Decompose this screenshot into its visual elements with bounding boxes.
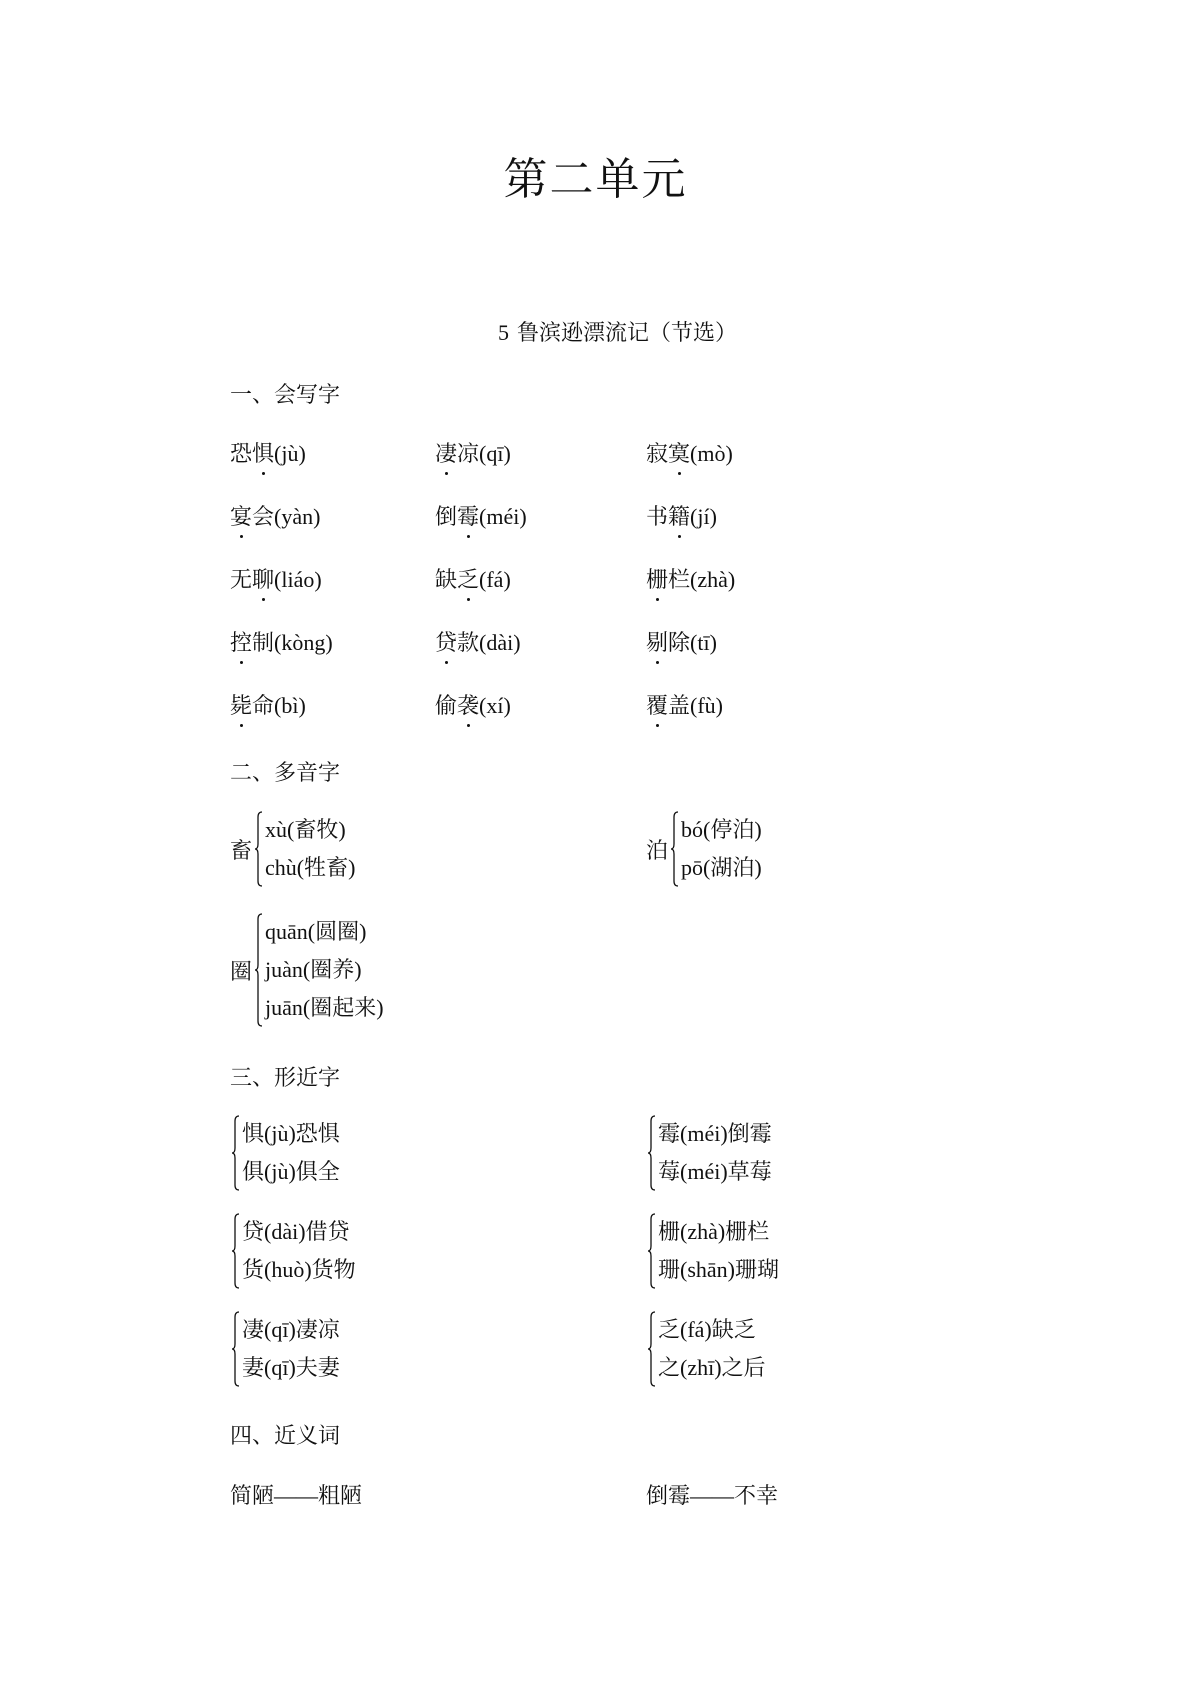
polyphonic-group <box>646 811 762 887</box>
write-word <box>230 691 306 721</box>
word-char: 命 <box>252 693 275 718</box>
similar-char: 惧(jù)恐惧 <box>242 1121 340 1146</box>
pinyin: (bì) <box>274 693 306 718</box>
similar-char: 珊(shān)珊瑚 <box>658 1257 779 1282</box>
write-word <box>646 439 733 469</box>
brace-icon <box>648 1213 656 1289</box>
dotted-char: 聊 <box>252 565 274 595</box>
word-char: 书 <box>646 504 669 529</box>
pinyin: (dài) <box>479 630 521 655</box>
pinyin: (méi) <box>479 504 527 529</box>
word-char: 偷 <box>435 693 458 718</box>
write-word <box>646 628 717 658</box>
reading: quān(圆圈) <box>265 919 367 944</box>
word-char: 倒 <box>435 504 458 529</box>
similar-pair <box>232 1115 340 1191</box>
write-word <box>435 502 527 532</box>
word-char: 寂 <box>646 441 669 466</box>
dotted-char: 袭 <box>457 691 479 721</box>
similar-char: 妻(qī)夫妻 <box>242 1355 340 1380</box>
reading: xù(畜牧) <box>265 817 346 842</box>
section-heading-synonyms: 四、近义词 <box>230 1424 341 1449</box>
dotted-char: 寞 <box>668 439 690 469</box>
word-char: 凉 <box>457 441 480 466</box>
word-char: 盖 <box>668 693 691 718</box>
similar-char: 凄(qī)凄凉 <box>242 1317 340 1342</box>
write-word <box>646 502 717 532</box>
dotted-char: 栅 <box>646 565 668 595</box>
unit-title: 第二单元 <box>503 154 688 205</box>
pinyin: (yàn) <box>274 504 321 529</box>
brace-icon <box>232 1213 240 1289</box>
brace-icon <box>232 1311 240 1387</box>
polyphonic-char: 泊 <box>646 837 669 863</box>
similar-pair <box>232 1213 356 1289</box>
reading: bó(停泊) <box>681 817 762 842</box>
polyphonic-char: 圈 <box>230 958 253 984</box>
write-word <box>435 565 511 595</box>
section-heading-polyphonic: 二、多音字 <box>230 761 341 786</box>
polyphonic-group <box>230 811 355 887</box>
write-word <box>230 439 306 469</box>
write-word <box>230 502 320 532</box>
pinyin: (fù) <box>690 693 724 718</box>
word-char: 制 <box>252 630 275 655</box>
pinyin: (tī) <box>690 630 717 655</box>
polyphonic-group <box>230 913 384 1027</box>
dotted-char: 控 <box>230 628 252 658</box>
section-heading-similar: 三、形近字 <box>230 1066 341 1091</box>
word-char: 栏 <box>668 567 691 592</box>
dotted-char: 霉 <box>457 502 479 532</box>
pinyin: (mò) <box>690 441 733 466</box>
similar-char: 俱(jù)俱全 <box>242 1159 340 1184</box>
pinyin: (kòng) <box>274 630 333 655</box>
dotted-char: 覆 <box>646 691 668 721</box>
similar-pair <box>232 1311 340 1387</box>
similar-char: 栅(zhà)栅栏 <box>658 1219 770 1244</box>
dotted-char: 籍 <box>668 502 690 532</box>
word-char: 款 <box>457 630 480 655</box>
dotted-char: 凄 <box>435 439 457 469</box>
reading: juàn(圈养) <box>265 957 362 982</box>
pinyin: (zhà) <box>690 567 736 592</box>
dotted-char: 惧 <box>252 439 274 469</box>
similar-char: 贷(dài)借贷 <box>242 1219 350 1244</box>
word-char: 恐 <box>230 441 253 466</box>
similar-char: 货(huò)货物 <box>242 1257 356 1282</box>
synonym-pair: 简陋——粗陋 <box>230 1483 363 1508</box>
write-word <box>435 628 521 658</box>
polyphonic-char: 畜 <box>230 837 253 863</box>
dotted-char: 贷 <box>435 628 457 658</box>
dotted-char: 乏 <box>457 565 479 595</box>
brace-icon <box>671 811 679 887</box>
write-word <box>230 565 322 595</box>
pinyin: (xí) <box>479 693 511 718</box>
similar-char: 乏(fá)缺乏 <box>658 1317 756 1342</box>
reading: chù(牲畜) <box>265 855 356 880</box>
write-word <box>435 691 511 721</box>
brace-icon <box>648 1115 656 1191</box>
pinyin: (jí) <box>690 504 717 529</box>
lesson-number: 5 <box>497 320 509 345</box>
reading: pō(湖泊) <box>681 855 762 880</box>
word-char: 无 <box>230 567 253 592</box>
pinyin: (qī) <box>479 441 511 466</box>
similar-char: 莓(méi)草莓 <box>658 1159 772 1184</box>
similar-char: 霉(méi)倒霉 <box>658 1121 772 1146</box>
brace-icon <box>232 1115 240 1191</box>
pinyin: (fá) <box>479 567 511 592</box>
similar-pair <box>648 1311 766 1387</box>
dotted-char: 宴 <box>230 502 252 532</box>
reading: juān(圈起来) <box>265 995 384 1020</box>
write-word <box>646 691 723 721</box>
word-char: 除 <box>668 630 691 655</box>
word-char: 缺 <box>435 567 458 592</box>
write-word <box>435 439 511 469</box>
pinyin: (liáo) <box>274 567 322 592</box>
dotted-char: 毙 <box>230 691 252 721</box>
similar-pair <box>648 1115 772 1191</box>
brace-icon <box>648 1311 656 1387</box>
word-char: 会 <box>252 504 275 529</box>
lesson-title <box>0 316 1191 347</box>
dotted-char: 剔 <box>646 628 668 658</box>
brace-icon <box>255 811 263 887</box>
write-word <box>230 628 333 658</box>
write-word <box>646 565 735 595</box>
similar-char: 之(zhī)之后 <box>658 1355 766 1380</box>
brace-icon <box>255 913 263 1027</box>
lesson-name: 鲁滨逊漂流记（节选） <box>516 321 737 346</box>
similar-pair <box>648 1213 779 1289</box>
synonym-pair: 倒霉——不幸 <box>646 1483 779 1508</box>
section-heading-write: 一、会写字 <box>230 383 341 408</box>
pinyin: (jù) <box>274 441 306 466</box>
